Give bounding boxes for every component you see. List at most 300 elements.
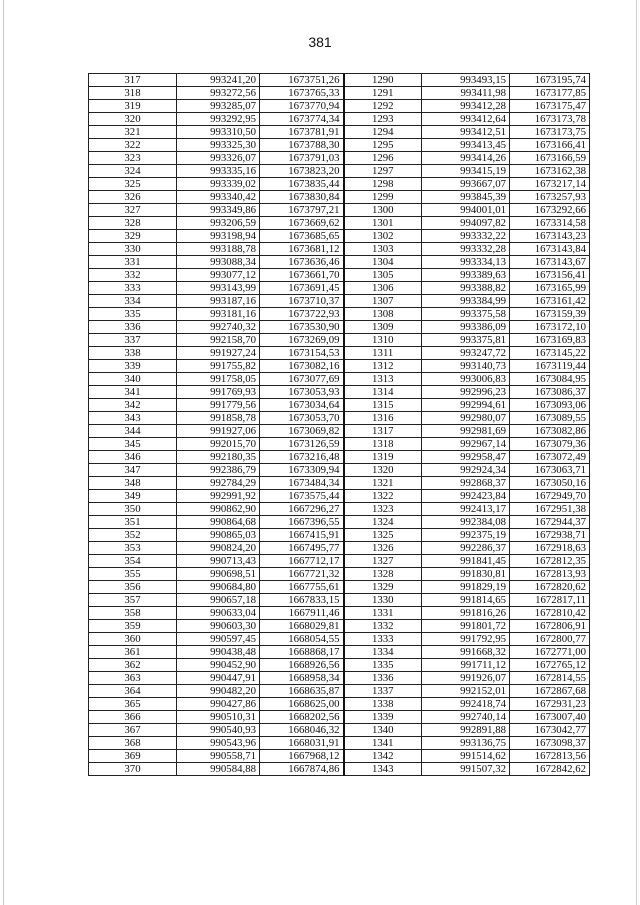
- y-coordinate-right: 1673145,22: [510, 347, 590, 360]
- point-number-right: 1328: [344, 568, 422, 581]
- table-row: [89, 100, 590, 113]
- table-row: [89, 178, 590, 191]
- x-coordinate-right: 992891,88: [422, 724, 510, 737]
- point-number-right: 1321: [344, 477, 422, 490]
- point-number-left: 330: [89, 243, 177, 256]
- x-coordinate-right: 991514,62: [422, 750, 510, 763]
- y-coordinate-left: 1668926,56: [260, 659, 344, 672]
- y-coordinate-left: 1673710,37: [260, 295, 344, 308]
- table-row: [89, 74, 590, 87]
- x-coordinate-left: 993188,78: [177, 243, 260, 256]
- point-number-left: 328: [89, 217, 177, 230]
- y-coordinate-right: 1673159,39: [510, 308, 590, 321]
- x-coordinate-right: 992384,08: [422, 516, 510, 529]
- point-number-left: 343: [89, 412, 177, 425]
- x-coordinate-left: 990684,80: [177, 581, 260, 594]
- point-number-left: 370: [89, 763, 177, 776]
- y-coordinate-left: 1673154,53: [260, 347, 344, 360]
- table-row: [89, 399, 590, 412]
- point-number-right: 1298: [344, 178, 422, 191]
- y-coordinate-right: 1672810,42: [510, 607, 590, 620]
- point-number-left: 368: [89, 737, 177, 750]
- y-coordinate-left: 1673034,64: [260, 399, 344, 412]
- x-coordinate-right: 992967,14: [422, 438, 510, 451]
- point-number-left: 354: [89, 555, 177, 568]
- y-coordinate-left: 1673082,16: [260, 360, 344, 373]
- y-coordinate-right: 1672820,62: [510, 581, 590, 594]
- point-number-right: 1333: [344, 633, 422, 646]
- x-coordinate-right: 992924,34: [422, 464, 510, 477]
- point-number-left: 337: [89, 334, 177, 347]
- point-number-right: 1296: [344, 152, 422, 165]
- x-coordinate-left: 993077,12: [177, 269, 260, 282]
- table-row: [89, 425, 590, 438]
- x-coordinate-right: 992423,84: [422, 490, 510, 503]
- y-coordinate-right: 1673042,77: [510, 724, 590, 737]
- y-coordinate-right: 1673195,74: [510, 74, 590, 87]
- y-coordinate-right: 1673143,23: [510, 230, 590, 243]
- y-coordinate-left: 1673053,93: [260, 386, 344, 399]
- y-coordinate-right: 1673177,85: [510, 87, 590, 100]
- x-coordinate-left: 990447,91: [177, 672, 260, 685]
- x-coordinate-left: 990597,45: [177, 633, 260, 646]
- table-row: [89, 633, 590, 646]
- table-row: [89, 256, 590, 269]
- x-coordinate-right: 992868,37: [422, 477, 510, 490]
- x-coordinate-right: 993006,83: [422, 373, 510, 386]
- table-row: [89, 555, 590, 568]
- x-coordinate-left: 990452,90: [177, 659, 260, 672]
- x-coordinate-left: 990540,93: [177, 724, 260, 737]
- y-coordinate-right: 1672949,70: [510, 490, 590, 503]
- y-coordinate-right: 1673143,67: [510, 256, 590, 269]
- point-number-right: 1324: [344, 516, 422, 529]
- point-number-right: 1303: [344, 243, 422, 256]
- x-coordinate-right: 991668,32: [422, 646, 510, 659]
- x-coordinate-left: 991927,24: [177, 347, 260, 360]
- point-number-right: 1316: [344, 412, 422, 425]
- point-number-right: 1341: [344, 737, 422, 750]
- point-number-left: 318: [89, 87, 177, 100]
- point-number-left: 350: [89, 503, 177, 516]
- y-coordinate-right: 1673173,78: [510, 113, 590, 126]
- y-coordinate-left: 1673216,48: [260, 451, 344, 464]
- table-row: [89, 659, 590, 672]
- point-number-right: 1313: [344, 373, 422, 386]
- x-coordinate-right: 994001,01: [422, 204, 510, 217]
- x-coordinate-right: 992152,01: [422, 685, 510, 698]
- x-coordinate-left: 993292,95: [177, 113, 260, 126]
- y-coordinate-left: 1668054,55: [260, 633, 344, 646]
- x-coordinate-right: 993845,39: [422, 191, 510, 204]
- y-coordinate-right: 1673082,86: [510, 425, 590, 438]
- table-row: [89, 594, 590, 607]
- x-coordinate-left: 993187,16: [177, 295, 260, 308]
- y-coordinate-left: 1668868,17: [260, 646, 344, 659]
- point-number-right: 1338: [344, 698, 422, 711]
- table-row: [89, 685, 590, 698]
- point-number-right: 1301: [344, 217, 422, 230]
- x-coordinate-right: 992418,74: [422, 698, 510, 711]
- point-number-left: 326: [89, 191, 177, 204]
- point-number-left: 321: [89, 126, 177, 139]
- point-number-left: 360: [89, 633, 177, 646]
- x-coordinate-right: 991507,32: [422, 763, 510, 776]
- x-coordinate-right: 991792,95: [422, 633, 510, 646]
- x-coordinate-left: 992784,29: [177, 477, 260, 490]
- x-coordinate-right: 993384,99: [422, 295, 510, 308]
- y-coordinate-left: 1668202,56: [260, 711, 344, 724]
- y-coordinate-left: 1673661,70: [260, 269, 344, 282]
- table-row: [89, 412, 590, 425]
- point-number-left: 332: [89, 269, 177, 282]
- table-row: [89, 672, 590, 685]
- point-number-right: 1300: [344, 204, 422, 217]
- point-number-left: 322: [89, 139, 177, 152]
- point-number-left: 329: [89, 230, 177, 243]
- point-number-left: 319: [89, 100, 177, 113]
- point-number-left: 339: [89, 360, 177, 373]
- x-coordinate-left: 990482,20: [177, 685, 260, 698]
- x-coordinate-right: 993375,58: [422, 308, 510, 321]
- coordinates-table-body: [89, 74, 590, 776]
- y-coordinate-right: 1673169,83: [510, 334, 590, 347]
- table-row: [89, 763, 590, 776]
- x-coordinate-left: 990862,90: [177, 503, 260, 516]
- y-coordinate-left: 1667415,91: [260, 529, 344, 542]
- y-coordinate-right: 1673217,14: [510, 178, 590, 191]
- table-row: [89, 87, 590, 100]
- point-number-right: 1337: [344, 685, 422, 698]
- x-coordinate-left: 990438,48: [177, 646, 260, 659]
- point-number-right: 1330: [344, 594, 422, 607]
- x-coordinate-left: 992740,32: [177, 321, 260, 334]
- x-coordinate-left: 990657,18: [177, 594, 260, 607]
- point-number-right: 1325: [344, 529, 422, 542]
- x-coordinate-right: 993140,73: [422, 360, 510, 373]
- point-number-right: 1299: [344, 191, 422, 204]
- x-coordinate-left: 993241,20: [177, 74, 260, 87]
- x-coordinate-right: 993413,45: [422, 139, 510, 152]
- x-coordinate-right: 993412,51: [422, 126, 510, 139]
- y-coordinate-right: 1672951,38: [510, 503, 590, 516]
- y-coordinate-left: 1668958,34: [260, 672, 344, 685]
- point-number-right: 1295: [344, 139, 422, 152]
- y-coordinate-left: 1668046,32: [260, 724, 344, 737]
- x-coordinate-right: 991841,45: [422, 555, 510, 568]
- point-number-left: 324: [89, 165, 177, 178]
- x-coordinate-left: 990510,31: [177, 711, 260, 724]
- x-coordinate-right: 991801,72: [422, 620, 510, 633]
- table-row: [89, 581, 590, 594]
- y-coordinate-left: 1667833,15: [260, 594, 344, 607]
- y-coordinate-left: 1673823,20: [260, 165, 344, 178]
- point-number-right: 1315: [344, 399, 422, 412]
- y-coordinate-right: 1672817,11: [510, 594, 590, 607]
- y-coordinate-left: 1668029,81: [260, 620, 344, 633]
- y-coordinate-left: 1673797,21: [260, 204, 344, 217]
- x-coordinate-right: 991816,26: [422, 607, 510, 620]
- x-coordinate-left: 990603,30: [177, 620, 260, 633]
- scan-left-edge: [3, 0, 4, 905]
- y-coordinate-right: 1673119,44: [510, 360, 590, 373]
- y-coordinate-right: 1673166,59: [510, 152, 590, 165]
- y-coordinate-right: 1673079,36: [510, 438, 590, 451]
- point-number-left: 317: [89, 74, 177, 87]
- table-row: [89, 698, 590, 711]
- x-coordinate-right: 993412,28: [422, 100, 510, 113]
- x-coordinate-right: 994097,82: [422, 217, 510, 230]
- y-coordinate-left: 1673781,91: [260, 126, 344, 139]
- y-coordinate-right: 1673314,58: [510, 217, 590, 230]
- x-coordinate-right: 992413,17: [422, 503, 510, 516]
- x-coordinate-left: 991769,93: [177, 386, 260, 399]
- point-number-right: 1302: [344, 230, 422, 243]
- x-coordinate-left: 993335,16: [177, 165, 260, 178]
- y-coordinate-left: 1673791,03: [260, 152, 344, 165]
- y-coordinate-left: 1673077,69: [260, 373, 344, 386]
- y-coordinate-right: 1673086,37: [510, 386, 590, 399]
- point-number-right: 1312: [344, 360, 422, 373]
- table-row: [89, 516, 590, 529]
- x-coordinate-left: 993198,94: [177, 230, 260, 243]
- point-number-right: 1339: [344, 711, 422, 724]
- x-coordinate-left: 990633,04: [177, 607, 260, 620]
- point-number-left: 320: [89, 113, 177, 126]
- y-coordinate-right: 1673098,37: [510, 737, 590, 750]
- y-coordinate-right: 1673257,93: [510, 191, 590, 204]
- point-number-left: 359: [89, 620, 177, 633]
- point-number-right: 1292: [344, 100, 422, 113]
- y-coordinate-right: 1673156,41: [510, 269, 590, 282]
- x-coordinate-right: 993415,19: [422, 165, 510, 178]
- table-row: [89, 347, 590, 360]
- table-row: [89, 191, 590, 204]
- y-coordinate-right: 1673165,99: [510, 282, 590, 295]
- x-coordinate-left: 993206,59: [177, 217, 260, 230]
- table-row: [89, 126, 590, 139]
- point-number-left: 325: [89, 178, 177, 191]
- table-row: [89, 360, 590, 373]
- x-coordinate-right: 993389,63: [422, 269, 510, 282]
- x-coordinate-right: 992981,69: [422, 425, 510, 438]
- point-number-right: 1331: [344, 607, 422, 620]
- x-coordinate-left: 990865,03: [177, 529, 260, 542]
- y-coordinate-left: 1673484,34: [260, 477, 344, 490]
- y-coordinate-right: 1673175,47: [510, 100, 590, 113]
- x-coordinate-left: 993326,07: [177, 152, 260, 165]
- y-coordinate-left: 1673530,90: [260, 321, 344, 334]
- x-coordinate-right: 993412,64: [422, 113, 510, 126]
- point-number-right: 1304: [344, 256, 422, 269]
- point-number-left: 336: [89, 321, 177, 334]
- y-coordinate-left: 1667911,46: [260, 607, 344, 620]
- x-coordinate-left: 990824,20: [177, 542, 260, 555]
- point-number-right: 1329: [344, 581, 422, 594]
- y-coordinate-left: 1673669,62: [260, 217, 344, 230]
- x-coordinate-left: 990713,43: [177, 555, 260, 568]
- point-number-left: 345: [89, 438, 177, 451]
- point-number-right: 1290: [344, 74, 422, 87]
- point-number-right: 1297: [344, 165, 422, 178]
- point-number-right: 1318: [344, 438, 422, 451]
- point-number-left: 351: [89, 516, 177, 529]
- y-coordinate-right: 1672842,62: [510, 763, 590, 776]
- point-number-right: 1332: [344, 620, 422, 633]
- point-number-right: 1307: [344, 295, 422, 308]
- table-row: [89, 542, 590, 555]
- y-coordinate-right: 1673143,84: [510, 243, 590, 256]
- point-number-right: 1342: [344, 750, 422, 763]
- point-number-left: 366: [89, 711, 177, 724]
- point-number-right: 1335: [344, 659, 422, 672]
- point-number-left: 323: [89, 152, 177, 165]
- x-coordinate-left: 992180,35: [177, 451, 260, 464]
- x-coordinate-right: 993247,72: [422, 347, 510, 360]
- point-number-right: 1326: [344, 542, 422, 555]
- y-coordinate-left: 1673069,82: [260, 425, 344, 438]
- x-coordinate-left: 992158,70: [177, 334, 260, 347]
- y-coordinate-left: 1673309,94: [260, 464, 344, 477]
- x-coordinate-left: 993349,86: [177, 204, 260, 217]
- y-coordinate-right: 1673172,10: [510, 321, 590, 334]
- x-coordinate-left: 993325,30: [177, 139, 260, 152]
- x-coordinate-left: 991927,06: [177, 425, 260, 438]
- y-coordinate-right: 1673166,41: [510, 139, 590, 152]
- y-coordinate-right: 1673292,66: [510, 204, 590, 217]
- table-row: [89, 165, 590, 178]
- point-number-left: 349: [89, 490, 177, 503]
- x-coordinate-right: 992286,37: [422, 542, 510, 555]
- y-coordinate-left: 1667968,12: [260, 750, 344, 763]
- y-coordinate-right: 1672765,12: [510, 659, 590, 672]
- point-number-left: 347: [89, 464, 177, 477]
- y-coordinate-right: 1672800,77: [510, 633, 590, 646]
- y-coordinate-left: 1667712,17: [260, 555, 344, 568]
- y-coordinate-right: 1672918,63: [510, 542, 590, 555]
- point-number-right: 1343: [344, 763, 422, 776]
- x-coordinate-right: 993332,28: [422, 243, 510, 256]
- y-coordinate-right: 1673089,55: [510, 412, 590, 425]
- point-number-left: 362: [89, 659, 177, 672]
- point-number-left: 341: [89, 386, 177, 399]
- table-row: [89, 477, 590, 490]
- y-coordinate-right: 1673007,40: [510, 711, 590, 724]
- x-coordinate-left: 993339,02: [177, 178, 260, 191]
- x-coordinate-left: 993088,34: [177, 256, 260, 269]
- x-coordinate-right: 992980,07: [422, 412, 510, 425]
- table-row: [89, 269, 590, 282]
- table-row: [89, 386, 590, 399]
- x-coordinate-right: 993667,07: [422, 178, 510, 191]
- y-coordinate-left: 1673126,59: [260, 438, 344, 451]
- table-row: [89, 490, 590, 503]
- table-row: [89, 503, 590, 516]
- point-number-right: 1291: [344, 87, 422, 100]
- y-coordinate-right: 1673161,42: [510, 295, 590, 308]
- point-number-left: 340: [89, 373, 177, 386]
- y-coordinate-left: 1667721,32: [260, 568, 344, 581]
- y-coordinate-right: 1673173,75: [510, 126, 590, 139]
- point-number-right: 1310: [344, 334, 422, 347]
- point-number-left: 369: [89, 750, 177, 763]
- y-coordinate-left: 1667874,86: [260, 763, 344, 776]
- x-coordinate-right: 993375,81: [422, 334, 510, 347]
- y-coordinate-left: 1667296,27: [260, 503, 344, 516]
- table-row: [89, 308, 590, 321]
- point-number-right: 1320: [344, 464, 422, 477]
- point-number-left: 334: [89, 295, 177, 308]
- x-coordinate-right: 992740,14: [422, 711, 510, 724]
- table-row: [89, 711, 590, 724]
- table-row: [89, 243, 590, 256]
- table-row: [89, 529, 590, 542]
- point-number-left: 363: [89, 672, 177, 685]
- y-coordinate-right: 1673072,49: [510, 451, 590, 464]
- table-row: [89, 373, 590, 386]
- point-number-right: 1317: [344, 425, 422, 438]
- x-coordinate-right: 992958,47: [422, 451, 510, 464]
- x-coordinate-left: 993285,07: [177, 100, 260, 113]
- y-coordinate-right: 1673093,06: [510, 399, 590, 412]
- x-coordinate-left: 990864,68: [177, 516, 260, 529]
- y-coordinate-right: 1672938,71: [510, 529, 590, 542]
- point-number-left: 331: [89, 256, 177, 269]
- point-number-left: 365: [89, 698, 177, 711]
- point-number-left: 335: [89, 308, 177, 321]
- x-coordinate-left: 990584,88: [177, 763, 260, 776]
- point-number-right: 1294: [344, 126, 422, 139]
- table-row: [89, 152, 590, 165]
- y-coordinate-left: 1673691,45: [260, 282, 344, 295]
- y-coordinate-left: 1673830,84: [260, 191, 344, 204]
- x-coordinate-left: 992015,70: [177, 438, 260, 451]
- point-number-left: 364: [89, 685, 177, 698]
- y-coordinate-left: 1673685,65: [260, 230, 344, 243]
- point-number-right: 1322: [344, 490, 422, 503]
- point-number-right: 1308: [344, 308, 422, 321]
- point-number-right: 1293: [344, 113, 422, 126]
- point-number-left: 342: [89, 399, 177, 412]
- table-row: [89, 646, 590, 659]
- table-row: [89, 113, 590, 126]
- point-number-right: 1314: [344, 386, 422, 399]
- table-row: [89, 724, 590, 737]
- point-number-left: 361: [89, 646, 177, 659]
- x-coordinate-left: 993181,16: [177, 308, 260, 321]
- point-number-right: 1334: [344, 646, 422, 659]
- x-coordinate-left: 990698,51: [177, 568, 260, 581]
- x-coordinate-right: 991711,12: [422, 659, 510, 672]
- point-number-right: 1323: [344, 503, 422, 516]
- point-number-left: 348: [89, 477, 177, 490]
- point-number-right: 1336: [344, 672, 422, 685]
- x-coordinate-left: 991779,56: [177, 399, 260, 412]
- table-row: [89, 451, 590, 464]
- x-coordinate-right: 993386,09: [422, 321, 510, 334]
- y-coordinate-left: 1673770,94: [260, 100, 344, 113]
- y-coordinate-right: 1672944,37: [510, 516, 590, 529]
- table-row: [89, 139, 590, 152]
- table-row: [89, 750, 590, 763]
- x-coordinate-left: 991758,05: [177, 373, 260, 386]
- y-coordinate-right: 1673050,16: [510, 477, 590, 490]
- x-coordinate-right: 993493,15: [422, 74, 510, 87]
- x-coordinate-left: 990543,96: [177, 737, 260, 750]
- y-coordinate-left: 1673269,09: [260, 334, 344, 347]
- x-coordinate-right: 993332,22: [422, 230, 510, 243]
- table-row: [89, 217, 590, 230]
